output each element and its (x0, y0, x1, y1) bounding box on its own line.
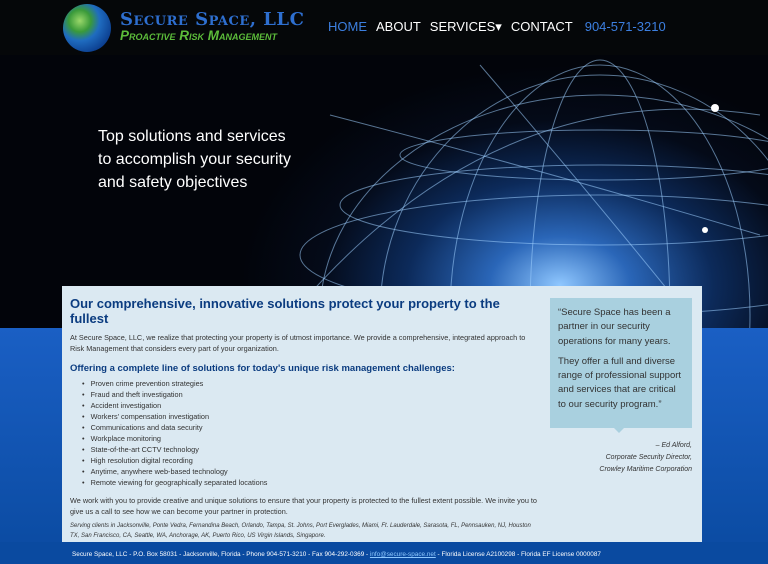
list-item: • Proven crime prevention strategies (92, 378, 540, 389)
brand-name[interactable]: Secure Space, LLC (120, 9, 305, 30)
list-item: • Workplace monitoring (92, 433, 540, 444)
attribution-company: Crowley Maritime Corporation (599, 466, 692, 473)
testimonial-attribution (550, 440, 692, 476)
services-list (70, 378, 540, 488)
hero-line: to accomplish your security (98, 151, 291, 168)
list-item: • Anytime, anywhere web-based technology (92, 466, 540, 477)
main-nav (328, 19, 666, 35)
list-item: • Fraud and theft investigation (92, 389, 540, 400)
site-header (0, 0, 768, 55)
attribution-title: Corporate Security Director, (605, 454, 692, 461)
quote-paragraph: They offer a full and diverse range of professional support and services that are critical to our security program.” (558, 355, 682, 410)
site-footer (0, 542, 768, 564)
intro-text: At Secure Space, LLC, we realize that protecting your property is of utmost importance. We provide a comprehensive, integrated approach to Risk Management that considers every part of your organization. (70, 333, 526, 353)
list-item: • Workers' compensation investigation (92, 411, 540, 422)
closing-text: We work with you to provide creative and unique solutions to ensure that your property is protected to the fullest extent possible. We invite you to give us a call to see how we can become your partner in protection. (70, 496, 537, 516)
nav-phone[interactable]: 904-571-3210 (584, 19, 666, 34)
services-subtitle: Offering a complete line of solutions for today's unique risk management challenges: (70, 363, 455, 374)
nav-about[interactable]: ABOUT (376, 19, 421, 34)
testimonial-quote (550, 298, 692, 428)
hero-line: Top solutions and services (98, 128, 286, 145)
content-panel (62, 286, 702, 543)
list-item: • High resolution digital recording (92, 455, 540, 466)
globe-logo-icon[interactable] (63, 4, 111, 52)
list-item: • Accident investigation (92, 400, 540, 411)
main-column (70, 296, 540, 541)
footer-contact: Secure Space, LLC - P.O. Box 58031 - Jacksonville, Florida - Phone 904-571-3210 - Fax 904-292-0369 - (72, 551, 370, 558)
section-title: Our comprehensive, innovative solutions protect your property to the fullest (70, 296, 500, 326)
list-item: • Remote viewing for geographically separated locations (92, 477, 540, 488)
hero-line: and safety objectives (98, 174, 248, 191)
nav-contact[interactable]: CONTACT (510, 19, 573, 34)
hero-headline (98, 125, 318, 194)
service-areas: Serving clients in Jacksonville, Ponte Vedra, Fernandina Beach, Orlando, Tampa, St. Johns, Port Everglades, Miami, Ft. Lauderdale, Sarasota, FL, Pennsauken, NJ, Houston TX, San Francisco, CA, Seattle, WA, Anchorage, AK, Puerto Rico, US Virgin Islands, Singapore. (70, 523, 531, 539)
attribution-name: – Ed Alford, (655, 442, 692, 449)
nav-services[interactable]: SERVICES▾ (429, 19, 502, 34)
footer-email-link[interactable]: info@secure-space.net (369, 551, 436, 558)
brand-tagline: Proactive Risk Management (120, 28, 278, 43)
quote-paragraph: “Secure Space has been a partner in our security operations for many years. (558, 307, 671, 347)
list-item: • State-of-the-art CCTV technology (92, 444, 540, 455)
nav-home[interactable]: HOME (328, 19, 367, 34)
list-item: • Communications and data security (92, 422, 540, 433)
footer-license: - Florida License A2100298 - Florida EF License 0000087 (435, 551, 601, 558)
